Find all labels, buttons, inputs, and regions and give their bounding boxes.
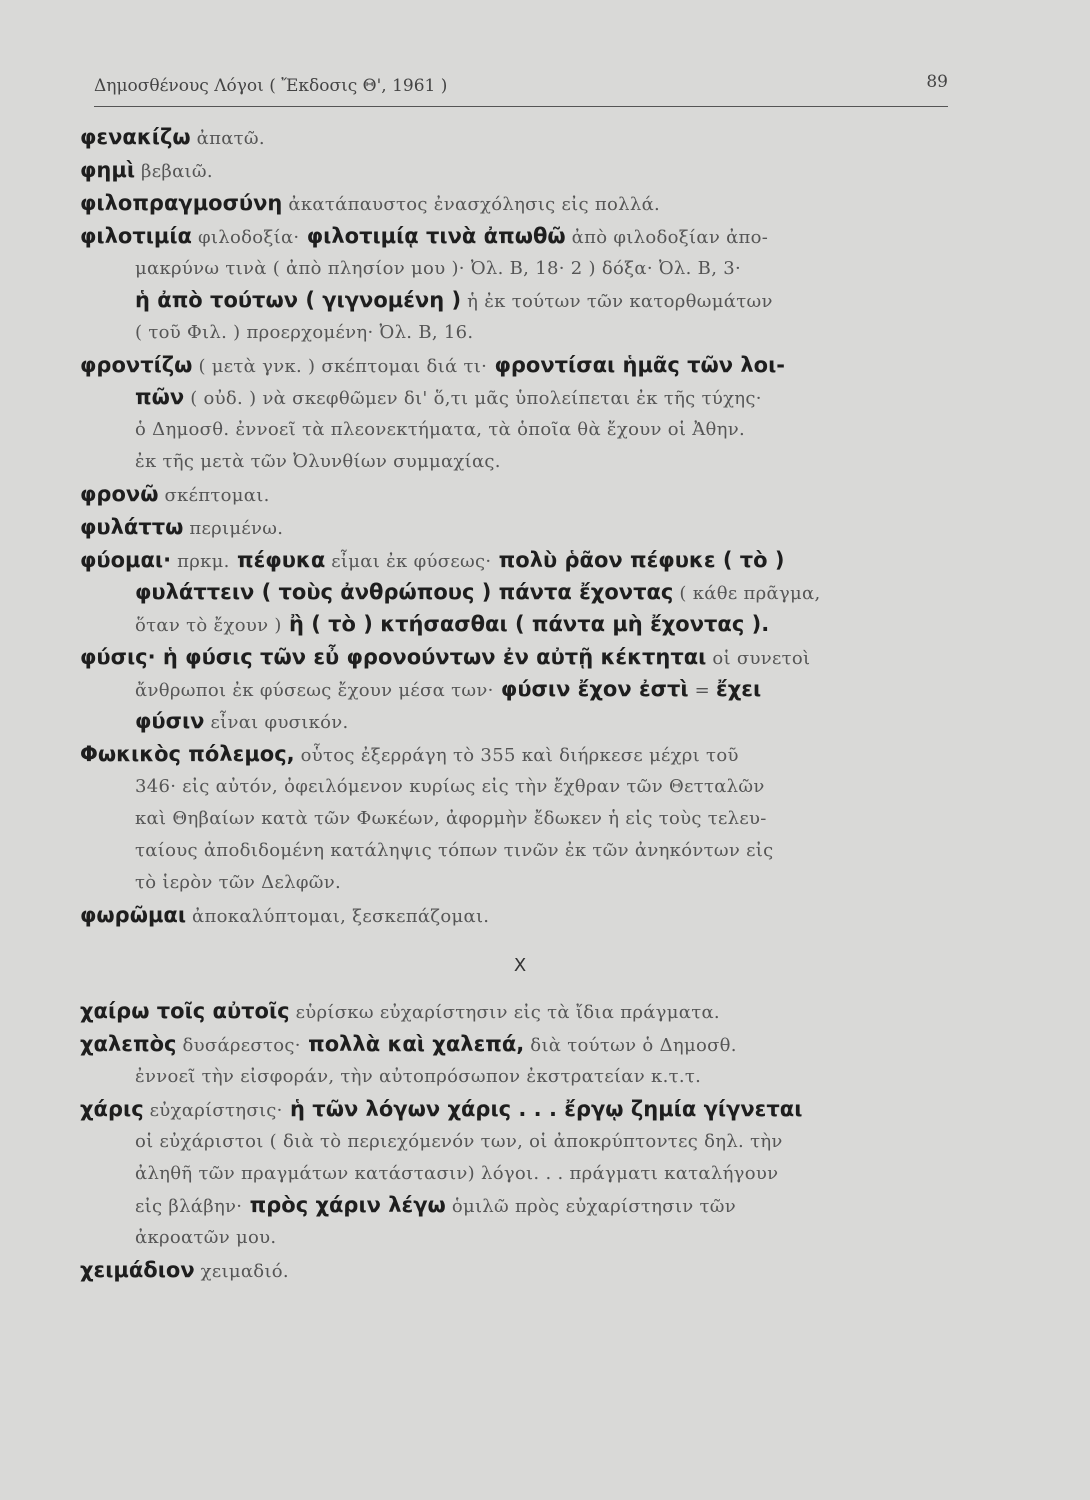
glossary-entry bbox=[80, 220, 960, 348]
headword: χαίρω τοῖς αὐτοῖς bbox=[80, 999, 290, 1023]
headword: φρονῶ bbox=[80, 482, 159, 506]
entry-first-line bbox=[80, 154, 960, 186]
definition-text: τὸ ἱερὸν τῶν Δελφῶν. bbox=[135, 872, 341, 893]
entry-first-line bbox=[80, 995, 960, 1027]
entry-continuation-line bbox=[80, 866, 960, 898]
entry-continuation-line bbox=[80, 834, 960, 866]
glossary-entry bbox=[80, 1028, 960, 1092]
entry-first-line bbox=[80, 544, 960, 576]
glossary-entry bbox=[80, 738, 960, 898]
definition-text: χειμαδιό. bbox=[194, 1261, 289, 1282]
definition-text: σκέπτομαι. bbox=[158, 485, 270, 506]
entry-continuation-line bbox=[80, 576, 960, 608]
entry-continuation-line bbox=[80, 1060, 960, 1092]
headword: χειμάδιον bbox=[80, 1258, 195, 1282]
definition-text: καὶ Θηβαίων κατὰ τῶν Φωκέων, ἀφορμὴν ἔδωκεν ἡ εἰς τοὺς τελευ- bbox=[135, 808, 767, 829]
glossary-entry bbox=[80, 349, 960, 477]
definition-text: ἀπατῶ. bbox=[190, 128, 265, 149]
bold-phrase: φροντίσαι ἡμᾶς τῶν λοι- bbox=[487, 353, 785, 377]
glossary-entry bbox=[80, 899, 960, 931]
entry-continuation-line bbox=[80, 445, 960, 477]
bold-phrase: πολὺ ῥᾶον πέφυκε ( τὸ ) bbox=[491, 548, 785, 572]
entry-first-line bbox=[80, 349, 960, 381]
definition-text: περιμένω. bbox=[183, 518, 284, 539]
entry-first-line bbox=[80, 478, 960, 510]
bold-phrase: φύσιν bbox=[135, 709, 205, 733]
entry-continuation-line bbox=[80, 802, 960, 834]
entry-continuation-line bbox=[80, 770, 960, 802]
glossary-entry bbox=[80, 641, 960, 737]
headword: φημὶ bbox=[80, 158, 136, 182]
definition-text: = bbox=[688, 680, 717, 701]
definition-text: ὅταν τὸ ἔχουν ) bbox=[135, 615, 282, 636]
definition-text: εἶμαι ἐκ φύσεως· bbox=[325, 551, 492, 572]
glossary-entry bbox=[80, 995, 960, 1027]
definition-text: οἱ εὐχάριστοι ( διὰ τὸ περιεχόμενόν των, οἱ ἀποκρύπτοντες δηλ. τὴν bbox=[135, 1131, 783, 1152]
definition-text: δυσάρεστος· bbox=[176, 1035, 301, 1056]
bold-phrase: φυλάττειν ( τοὺς ἀνθρώπους ) πάντα ἔχοντας bbox=[135, 580, 674, 604]
entry-continuation-line bbox=[80, 1189, 960, 1221]
definition-text: ἐννοεῖ τὴν εἰσφοράν, τὴν αὐτοπρόσωπον ἐκστρατείαν κ.τ.τ. bbox=[135, 1066, 702, 1087]
entry-first-line bbox=[80, 1093, 960, 1125]
bold-phrase: ἡ τῶν λόγων χάρις . . . ἔργῳ ζημία γίγνεται bbox=[282, 1097, 803, 1121]
definition-text: βεβαιῶ. bbox=[135, 161, 213, 182]
definition-text: διὰ τούτων ὁ Δημοσθ. bbox=[524, 1035, 737, 1056]
headword: φωρῶμαι bbox=[80, 903, 187, 927]
bold-phrase: φιλοτιμίᾳ τινὰ ἀπωθῶ bbox=[299, 224, 566, 248]
definition-text: ἀποκαλύπτομαι, ξεσκεπάζομαι. bbox=[186, 906, 490, 927]
entry-first-line bbox=[80, 187, 960, 219]
headword: φροντίζω bbox=[80, 353, 193, 377]
entry-continuation-line bbox=[80, 413, 960, 445]
entry-continuation-line bbox=[80, 252, 960, 284]
headword: Φωκικὸς πόλεμος, bbox=[80, 742, 295, 766]
entry-first-line bbox=[80, 121, 960, 153]
definition-text: ἀπὸ φιλοδοξίαν ἀπο- bbox=[565, 227, 769, 248]
headword: χαλεπὸς bbox=[80, 1032, 177, 1056]
bold-phrase: πολλὰ καὶ χαλεπά, bbox=[300, 1032, 525, 1056]
headword: φιλοπραγμοσύνη bbox=[80, 191, 283, 215]
entry-first-line bbox=[80, 738, 960, 770]
definition-text: ( οὐδ. ) νὰ σκεφθῶμεν δι' ὅ,τι μᾶς ὑπολείπεται ἐκ τῆς τύχης· bbox=[184, 388, 762, 409]
bold-phrase: ἔχει bbox=[716, 677, 762, 701]
entries-phi bbox=[80, 121, 960, 931]
headword: φύομαι· bbox=[80, 548, 172, 572]
running-header bbox=[94, 66, 948, 107]
definition-text: ( μετὰ γνκ. ) σκέπτομαι διά τι· bbox=[192, 356, 488, 377]
definition-text: ὁ Δημοσθ. ἐννοεῖ τὰ πλεονεκτήματα, τὰ ὁποῖα θὰ ἔχουν οἱ Ἀθην. bbox=[135, 419, 746, 440]
definition-text: οὗτος ἐξερράγη τὸ 355 καὶ διήρκεσε μέχρι τοῦ bbox=[294, 745, 739, 766]
glossary-entry bbox=[80, 511, 960, 543]
definition-text: μακρύνω τινὰ ( ἀπὸ πλησίον μου )· Ὀλ. Β, 18· 2 ) δόξα· Ὀλ. Β, 3· bbox=[135, 258, 742, 279]
header-title: Δημοσθένους Λόγοι ( Ἔκδοσις Θ', 1961 ) bbox=[94, 76, 448, 96]
headword: φενακίζω bbox=[80, 125, 191, 149]
definition-text: οἱ συνετοὶ bbox=[706, 648, 811, 669]
glossary-entry bbox=[80, 478, 960, 510]
headword: φυλάττω bbox=[80, 515, 184, 539]
bold-phrase: πῶν bbox=[135, 385, 185, 409]
entry-first-line bbox=[80, 220, 960, 252]
definition-text: εἶναι φυσικόν. bbox=[204, 712, 349, 733]
entry-first-line bbox=[80, 899, 960, 931]
page-number: 89 bbox=[926, 72, 948, 92]
definition-text: ἀκατάπαυστος ἐνασχόλησις εἰς πολλά. bbox=[282, 194, 661, 215]
glossary-entry bbox=[80, 121, 960, 153]
entry-continuation-line bbox=[80, 1157, 960, 1189]
glossary-entry bbox=[80, 1254, 960, 1286]
entry-continuation-line bbox=[80, 673, 960, 705]
definition-text: ὁμιλῶ πρὸς εὐχαρίστησιν τῶν bbox=[445, 1196, 736, 1217]
definition-text: φιλοδοξία· bbox=[191, 227, 300, 248]
glossary-entry bbox=[80, 187, 960, 219]
definition-text: ( κάθε πρᾶγμα, bbox=[673, 583, 821, 604]
definition-text: πρκμ. bbox=[171, 551, 230, 572]
entry-continuation-line bbox=[80, 316, 960, 348]
headword: χάρις bbox=[80, 1097, 144, 1121]
section-letter: X bbox=[513, 955, 527, 976]
glossary-entry bbox=[80, 154, 960, 186]
entry-continuation-line bbox=[80, 705, 960, 737]
entry-first-line bbox=[80, 641, 960, 673]
entry-continuation-line bbox=[80, 284, 960, 316]
definition-text: ἐκ τῆς μετὰ τῶν Ὀλυνθίων συμμαχίας. bbox=[135, 451, 501, 472]
entry-first-line bbox=[80, 511, 960, 543]
definition-text: ἀκροατῶν μου. bbox=[135, 1227, 277, 1248]
headword: φύσις· bbox=[80, 645, 156, 669]
entry-first-line bbox=[80, 1254, 960, 1286]
entry-continuation-line bbox=[80, 1221, 960, 1253]
bold-phrase: πρὸς χάριν λέγω bbox=[242, 1193, 446, 1217]
definition-text: 346· εἰς αὐτόν, ὀφειλόμενον κυρίως εἰς τὴν ἔχθραν τῶν Θετταλῶν bbox=[135, 776, 765, 797]
entry-continuation-line bbox=[80, 608, 960, 640]
bold-phrase: πέφυκα bbox=[229, 548, 326, 572]
bold-phrase: ἡ ἀπὸ τούτων ( γιγνομένη ) bbox=[135, 288, 462, 312]
definition-text: ἡ ἐκ τούτων τῶν κατορθωμάτων bbox=[461, 291, 773, 312]
definition-text: ἀληθῆ τῶν πραγμάτων κατάστασιν) λόγοι. . . πράγματι καταλήγουν bbox=[135, 1163, 779, 1184]
definition-text: εἰς βλάβην· bbox=[135, 1196, 243, 1217]
headword: φιλοτιμία bbox=[80, 224, 192, 248]
entry-first-line bbox=[80, 1028, 960, 1060]
bold-phrase: φύσιν ἔχον ἐστὶ bbox=[493, 677, 689, 701]
bold-phrase: ἡ φύσις τῶν εὖ φρονούντων ἐν αὐτῇ κέκτηται bbox=[155, 645, 707, 669]
definition-text: εὑρίσκω εὐχαρίστησιν εἰς τὰ ἴδια πράγματα. bbox=[289, 1002, 720, 1023]
definition-text: ( τοῦ Φιλ. ) προερχομένη· Ὀλ. Β, 16. bbox=[135, 322, 474, 343]
definition-text: ἄνθρωποι ἐκ φύσεως ἔχουν μέσα των· bbox=[135, 680, 494, 701]
entry-continuation-line bbox=[80, 1125, 960, 1157]
definition-text: εὐχαρίστησις· bbox=[143, 1100, 283, 1121]
bold-phrase: ἢ ( τὸ ) κτήσασθαι ( πάντα μὴ ἔχοντας ). bbox=[281, 612, 770, 636]
glossary-entry bbox=[80, 1093, 960, 1253]
glossary-entry bbox=[80, 544, 960, 640]
definition-text: ταίους ἀποδιδομένη κατάληψις τόπων τινῶν ἐκ τῶν ἀνηκόντων εἰς bbox=[135, 840, 774, 861]
entries-chi bbox=[80, 995, 960, 1286]
entry-continuation-line bbox=[80, 381, 960, 413]
